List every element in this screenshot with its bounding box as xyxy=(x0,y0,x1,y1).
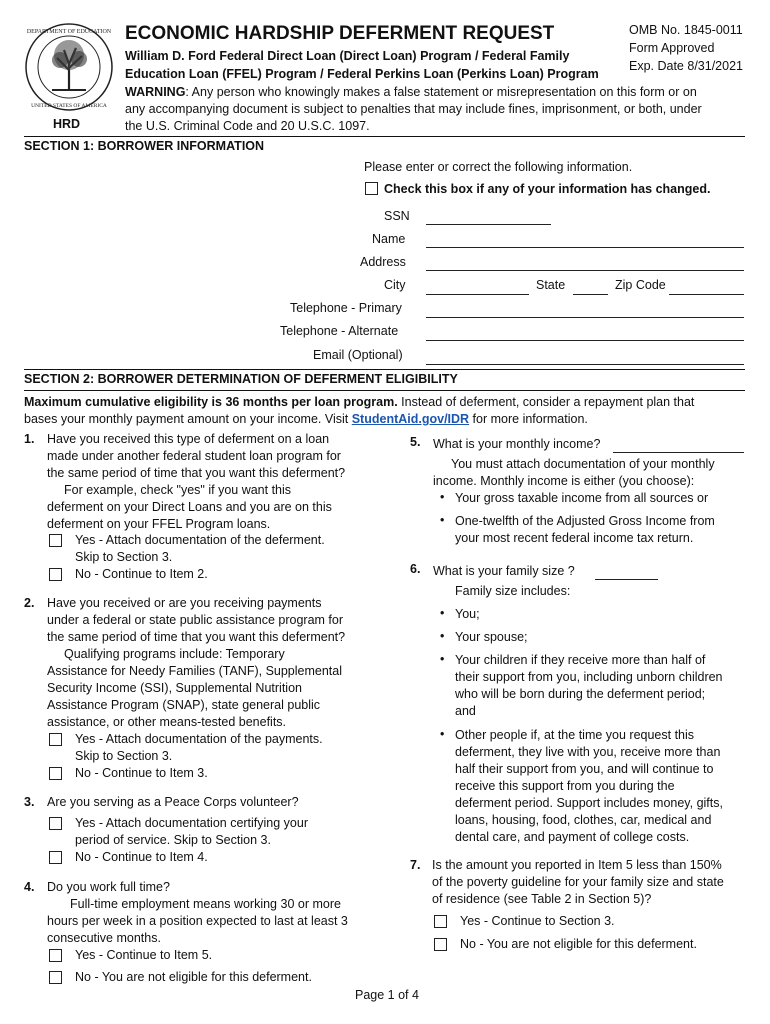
q6-bullet-others-5: deferment period. Support includes money, gifts, xyxy=(455,796,723,810)
department-seal xyxy=(24,22,114,112)
q3-question: Are you serving as a Peace Corps volunteer? xyxy=(47,795,299,809)
studentaid-idr-link[interactable]: StudentAid.gov/IDR xyxy=(351,412,470,426)
q5-bullet-2-line-1: One-twelfth of the Adjusted Gross Income from xyxy=(455,514,715,528)
q7-line-1: Is the amount you reported in Item 5 less than 150% xyxy=(432,858,722,872)
q2-line-7: Assistance Program (SNAP), state general public xyxy=(47,698,321,712)
q3-yes-label-2: period of service. Skip to Section 3. xyxy=(75,833,271,847)
q4-yes-checkbox[interactable] xyxy=(49,949,62,962)
ssn-label: SSN xyxy=(384,209,410,223)
bullet: • xyxy=(440,513,445,527)
q2-yes-label-1: Yes - Attach documentation of the payments. xyxy=(75,732,323,746)
address-label: Address xyxy=(360,255,406,269)
q6-bullet-children-2: their support from you, including unborn children xyxy=(455,670,723,684)
form-subtitle-line-2: Education Loan (FFEL) Program / Federal Perkins Loan (Perkins Loan) Program xyxy=(125,67,599,81)
q6-bullet-others-3: half their support from you, and will continue to xyxy=(455,762,714,776)
q4-line-2: Full-time employment means working 30 or more xyxy=(70,897,341,911)
q2-line-5: Assistance for Needy Families (TANF), Supplemental xyxy=(47,664,343,678)
section-1-heading: SECTION 1: BORROWER INFORMATION xyxy=(24,139,265,153)
q4-line-3: hours per week in a position expected to last at least 3 xyxy=(47,914,348,928)
intro-text-1: Instead of deferment, consider a repayment plan that xyxy=(397,395,695,409)
bullet: • xyxy=(440,652,445,666)
info-changed-checkbox[interactable] xyxy=(365,182,378,195)
q6-bullet-others-1: Other people if, at the time you request this xyxy=(455,728,695,742)
q2-line-3: the same period of time that you want this deferment? xyxy=(47,630,346,644)
q6-bullet-others-7: dental care, and payment of college costs. xyxy=(455,830,690,844)
q1-yes-checkbox[interactable] xyxy=(49,534,62,547)
svg-text:DEPARTMENT OF EDUCATION: DEPARTMENT OF EDUCATION xyxy=(26,29,112,35)
bullet: • xyxy=(440,629,445,643)
max-eligibility-note: Maximum cumulative eligibility is 36 months per loan program. xyxy=(24,395,398,409)
q7-no-checkbox[interactable] xyxy=(434,938,447,951)
q6-bullet-you: You; xyxy=(455,607,480,621)
q3-number: 3. xyxy=(24,795,35,809)
q2-line-1: Have you received or are you receiving payments xyxy=(47,596,322,610)
q2-no-checkbox[interactable] xyxy=(49,767,62,780)
q1-yes-label-2: Skip to Section 3. xyxy=(75,550,173,564)
q1-number: 1. xyxy=(24,432,35,446)
bullet: • xyxy=(440,490,445,504)
q6-bullet-children-1: Your children if they receive more than half of xyxy=(455,653,706,667)
name-field[interactable] xyxy=(426,247,744,248)
form-approved: Form Approved xyxy=(629,41,715,55)
form-title: ECONOMIC HARDSHIP DEFERMENT REQUEST xyxy=(125,23,555,44)
form-subtitle-line-1: William D. Ford Federal Direct Loan (Direct Loan) Program / Federal Family xyxy=(125,49,570,63)
q1-line-1: Have you received this type of deferment on a loan xyxy=(47,432,330,446)
section-2-heading: SECTION 2: BORROWER DETERMINATION OF DEFERMENT ELIGIBILITY xyxy=(24,372,458,386)
section-1-instruction: Please enter or correct the following information. xyxy=(364,160,633,174)
section-1-rule xyxy=(24,136,745,137)
q2-yes-checkbox[interactable] xyxy=(49,733,62,746)
q2-number: 2. xyxy=(24,596,35,610)
q1-line-3: the same period of time that you want this deferment? xyxy=(47,466,346,480)
section-2-rule-bottom xyxy=(24,390,745,391)
q6-bullet-others-2: deferment, they live with you, receive more than xyxy=(455,745,721,759)
email-label: Email (Optional) xyxy=(313,348,403,362)
q2-line-2: under a federal or state public assistance program for xyxy=(47,613,343,627)
q3-no-label: No - Continue to Item 4. xyxy=(75,850,208,864)
telephone-alternate-label: Telephone - Alternate xyxy=(280,324,399,338)
q5-bullet-2-line-2: your most recent federal income tax return. xyxy=(455,531,694,545)
q2-line-6: Security Income (SSI), Supplemental Nutrition xyxy=(47,681,302,695)
q6-number: 6. xyxy=(410,562,421,576)
svg-text:UNITED STATES OF AMERICA: UNITED STATES OF AMERICA xyxy=(31,103,107,109)
q1-line-5: deferment on your Direct Loans and you are on this xyxy=(47,500,332,514)
email-field[interactable] xyxy=(426,364,744,365)
q1-line-2: made under another federal student loan program for xyxy=(47,449,341,463)
family-size-field[interactable] xyxy=(595,579,658,580)
q2-no-label: No - Continue to Item 3. xyxy=(75,766,208,780)
q1-no-label: No - Continue to Item 2. xyxy=(75,567,208,581)
q6-question: What is your family size ? xyxy=(433,564,575,578)
q7-yes-label: Yes - Continue to Section 3. xyxy=(460,914,615,928)
q6-includes: Family size includes: xyxy=(455,584,571,598)
q4-line-4: consecutive months. xyxy=(47,931,161,945)
q1-no-checkbox[interactable] xyxy=(49,568,62,581)
page-number: Page 1 of 4 xyxy=(355,988,419,1002)
q4-line-1: Do you work full time? xyxy=(47,880,170,894)
q4-no-label: No - You are not eligible for this deferment. xyxy=(75,970,312,984)
q5-bullet-1: Your gross taxable income from all sources or xyxy=(455,491,709,505)
q1-line-6: deferment on your FFEL Program loans. xyxy=(47,517,271,531)
telephone-primary-label: Telephone - Primary xyxy=(290,301,402,315)
state-field[interactable] xyxy=(573,294,608,295)
zip-field[interactable] xyxy=(669,294,744,295)
monthly-income-field[interactable] xyxy=(613,452,744,453)
q7-yes-checkbox[interactable] xyxy=(434,915,447,928)
info-changed-label: Check this box if any of your information has changed. xyxy=(384,182,711,196)
telephone-primary-field[interactable] xyxy=(426,317,744,318)
telephone-alternate-field[interactable] xyxy=(426,340,744,341)
warning-label: WARNING xyxy=(125,85,186,99)
q3-yes-label-1: Yes - Attach documentation certifying your xyxy=(75,816,309,830)
q2-line-4: Qualifying programs include: Temporary xyxy=(64,647,285,661)
intro-text-2a: bases your monthly payment amount on your income. Visit xyxy=(24,412,352,426)
q1-yes-label-1: Yes - Attach documentation of the deferment. xyxy=(75,533,325,547)
warning-line-1 xyxy=(125,84,697,101)
q4-yes-label: Yes - Continue to Item 5. xyxy=(75,948,213,962)
q7-line-3: of residence (see Table 2 in Section 5)? xyxy=(432,892,652,906)
name-label: Name xyxy=(372,232,406,246)
q5-line-1: You must attach documentation of your monthly xyxy=(451,457,715,471)
q7-number: 7. xyxy=(410,858,421,872)
zip-label: Zip Code xyxy=(615,278,666,292)
q3-no-checkbox[interactable] xyxy=(49,851,62,864)
city-label: City xyxy=(384,278,406,292)
q2-yes-label-2: Skip to Section 3. xyxy=(75,749,173,763)
warning-text-1: : Any person who knowingly makes a false statement or misrepresentation on this form or on xyxy=(185,85,697,99)
warning-line-2: any accompanying document is subject to penalties that may include fines, imprisonment, or both, under xyxy=(125,102,702,116)
section-2-rule-top xyxy=(24,369,745,370)
q6-bullet-spouse: Your spouse; xyxy=(455,630,528,644)
ssn-field[interactable] xyxy=(426,224,551,225)
bullet: • xyxy=(440,606,445,620)
omb-number: OMB No. 1845-0011 xyxy=(629,23,743,37)
q6-bullet-children-3: who will be born during the deferment period; xyxy=(455,687,706,701)
q3-yes-checkbox[interactable] xyxy=(49,817,62,830)
q5-line-2: income. Monthly income is either (you choose): xyxy=(433,474,695,488)
intro-text-2b: for more information. xyxy=(469,412,588,426)
city-field[interactable] xyxy=(426,294,529,295)
hrd-label: HRD xyxy=(53,117,81,131)
q1-line-4: For example, check "yes" if you want this xyxy=(64,483,292,497)
q7-line-2: of the poverty guideline for your family size and state xyxy=(432,875,724,889)
q7-no-label: No - You are not eligible for this deferment. xyxy=(460,937,697,951)
q6-bullet-children-4: and xyxy=(455,704,476,718)
q6-bullet-others-6: loans, housing, food, clothes, car, medical and xyxy=(455,813,712,827)
expiration-date: Exp. Date 8/31/2021 xyxy=(629,59,743,73)
q5-question: What is your monthly income? xyxy=(433,437,601,451)
q4-no-checkbox[interactable] xyxy=(49,971,62,984)
q5-number: 5. xyxy=(410,435,421,449)
section-2-intro-line-2 xyxy=(24,411,588,428)
bullet: • xyxy=(440,727,445,741)
q4-number: 4. xyxy=(24,880,35,894)
state-label: State xyxy=(536,278,566,292)
q2-line-8: assistance, or other means-tested benefits. xyxy=(47,715,287,729)
section-2-intro-line-1 xyxy=(24,394,694,411)
q6-bullet-others-4: receive this support from you during the xyxy=(455,779,675,793)
warning-line-3: the U.S. Criminal Code and 20 U.S.C. 1097. xyxy=(125,119,370,133)
address-field[interactable] xyxy=(426,270,744,271)
